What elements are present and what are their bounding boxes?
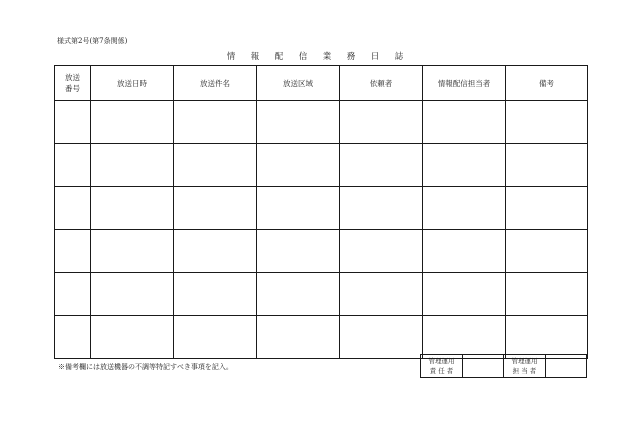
table-cell[interactable]	[506, 230, 588, 273]
column-header-info-staff: 情報配信担当者	[423, 66, 506, 101]
table-cell[interactable]	[55, 187, 91, 230]
table-cell[interactable]	[340, 187, 423, 230]
table-cell[interactable]	[340, 144, 423, 187]
signature-box-manager	[420, 354, 504, 378]
table-row	[55, 273, 588, 316]
signature-box-staff	[503, 354, 587, 378]
table-cell[interactable]	[174, 230, 257, 273]
title-char: 誌	[394, 52, 404, 62]
table-cell[interactable]	[55, 230, 91, 273]
table-cell[interactable]	[91, 230, 174, 273]
table-cell[interactable]	[174, 273, 257, 316]
table-cell[interactable]	[257, 230, 340, 273]
table-cell[interactable]	[91, 187, 174, 230]
table-cell[interactable]	[506, 273, 588, 316]
table-cell[interactable]	[91, 273, 174, 316]
title-char: 務	[346, 52, 356, 62]
table-cell[interactable]	[91, 101, 174, 144]
signature-field-staff[interactable]	[546, 355, 586, 377]
broadcast-log-table	[54, 65, 588, 359]
table-cell[interactable]	[423, 316, 506, 359]
table-cell[interactable]	[423, 101, 506, 144]
table-cell[interactable]	[506, 316, 588, 359]
column-header-broadcast-subject: 放送件名	[174, 66, 257, 101]
table-cell[interactable]	[257, 101, 340, 144]
table-cell[interactable]	[55, 101, 91, 144]
table-cell[interactable]	[340, 316, 423, 359]
signature-label-line: 担 当 者	[512, 366, 537, 375]
signature-field-manager[interactable]	[463, 355, 503, 377]
table-cell[interactable]	[55, 316, 91, 359]
title-char: 信	[298, 52, 308, 62]
table-cell[interactable]	[174, 187, 257, 230]
table-cell[interactable]	[340, 230, 423, 273]
table-row	[55, 187, 588, 230]
table-cell[interactable]	[257, 187, 340, 230]
table-cell[interactable]	[423, 273, 506, 316]
remarks-footnote: ※備考欄には放送機器の不調等特記すべき事項を記入。	[58, 363, 233, 371]
title-char: 日	[370, 52, 380, 62]
table-cell[interactable]	[423, 187, 506, 230]
table-cell[interactable]	[506, 144, 588, 187]
column-header-broadcast-datetime: 放送日時	[91, 66, 174, 101]
table-cell[interactable]	[423, 230, 506, 273]
table-cell[interactable]	[174, 144, 257, 187]
signature-label-line: 責 任 者	[429, 366, 454, 375]
column-header-broadcast-area: 放送区域	[257, 66, 340, 101]
title-char: 業	[322, 52, 332, 62]
table-cell[interactable]	[506, 187, 588, 230]
signature-label-line: 管理運用	[428, 357, 455, 365]
table-cell[interactable]	[257, 144, 340, 187]
table-cell[interactable]	[174, 101, 257, 144]
table-cell[interactable]	[257, 316, 340, 359]
signature-label-line: 管理運用	[511, 357, 538, 365]
header-row	[55, 66, 588, 101]
table-cell[interactable]	[506, 101, 588, 144]
header-label-line: 番号	[65, 84, 80, 93]
table-cell[interactable]	[55, 144, 91, 187]
table-cell[interactable]	[174, 316, 257, 359]
table-cell[interactable]	[340, 273, 423, 316]
column-header-requester: 依頼者	[340, 66, 423, 101]
title-char: 報	[250, 52, 260, 62]
table-row	[55, 316, 588, 359]
table-cell[interactable]	[91, 316, 174, 359]
table-cell[interactable]	[257, 273, 340, 316]
table-cell[interactable]	[55, 273, 91, 316]
table-row	[55, 144, 588, 187]
signature-label	[504, 355, 546, 377]
signature-label	[421, 355, 463, 377]
table-cell[interactable]	[91, 144, 174, 187]
header-label-line: 放送	[65, 73, 80, 82]
table-row	[55, 230, 588, 273]
table-row	[55, 101, 588, 144]
document-title	[0, 50, 630, 62]
column-header-broadcast-number	[55, 66, 91, 101]
form-number-label: 様式第2号(第7条関係)	[57, 37, 128, 45]
table-cell[interactable]	[423, 144, 506, 187]
title-char: 配	[274, 52, 284, 62]
column-header-remarks: 備考	[506, 66, 588, 101]
table-cell[interactable]	[340, 101, 423, 144]
title-char: 情	[226, 52, 236, 62]
